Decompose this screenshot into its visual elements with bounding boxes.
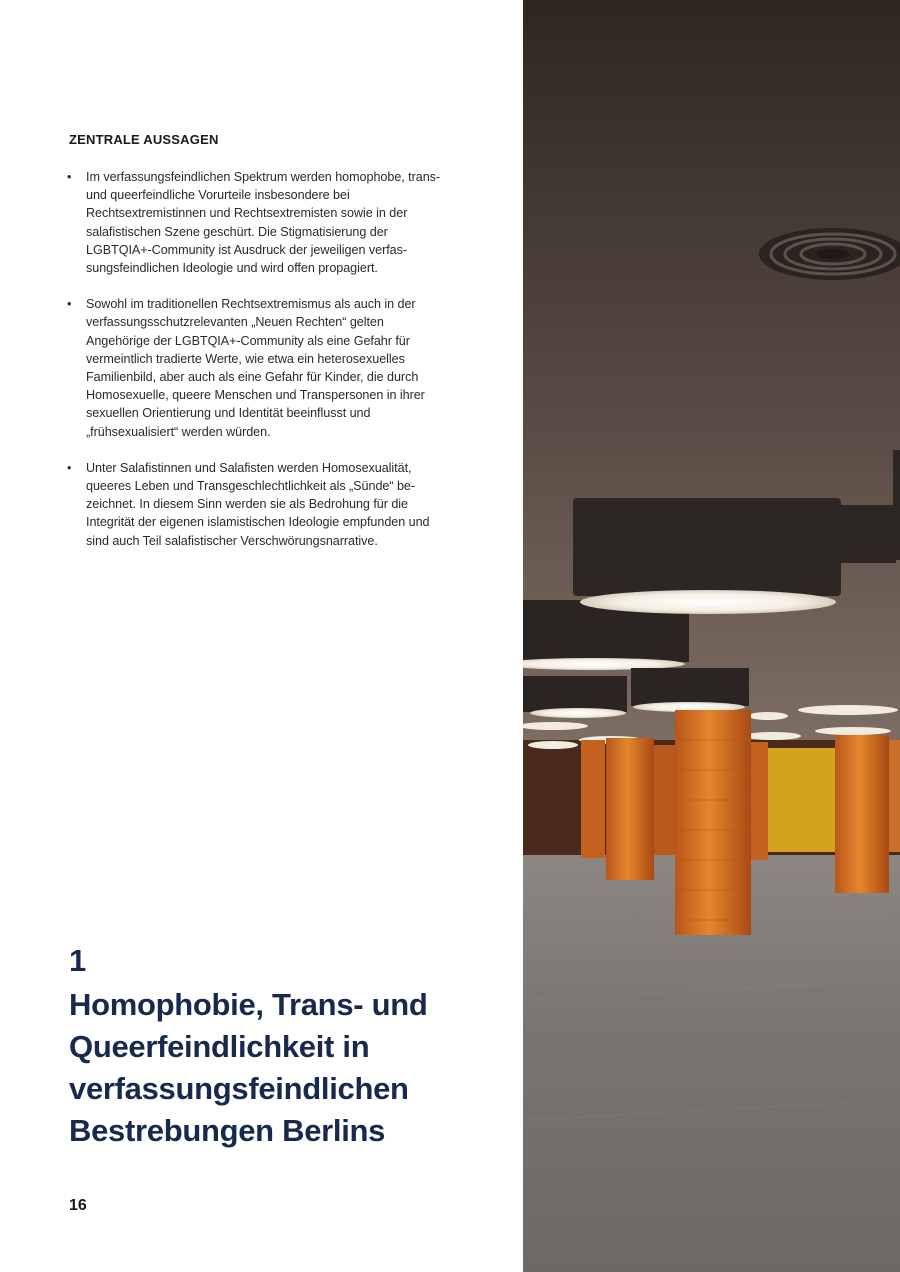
key-points-list	[67, 168, 447, 568]
key-point-text: Unter Salafistinnen und Salafisten werden Homosexualität, queeres Leben und Transgeschlechtlichkeit als „Sünde“ bezeichnet. In diesem Sinn werden sie als Bedrohung für die Integrität der eigenen islamistischen Ideologie empfunden und sind auch Teil salafistischer Verschwörungsnarrative.	[86, 460, 430, 548]
chapter-title: Homophobie, Trans- und Queerfeindlichkeit in verfassungsfeindlichen Bestrebungen Berlins	[69, 987, 428, 1148]
yellow-wall	[768, 748, 838, 852]
page-number: 16	[69, 1197, 87, 1214]
key-point-item	[67, 295, 447, 441]
bullet-icon: •	[67, 297, 72, 312]
underground-hall-photo	[523, 0, 900, 1272]
key-point-item	[67, 168, 447, 277]
key-point-item	[67, 459, 447, 550]
photo-illustration	[523, 0, 900, 1272]
key-point-text: Im verfassungsfeindlichen Spektrum werden homophobe, trans- und queerfeindliche Vorurteile insbesondere bei Rechtsextremistinnen und Rechtsextremisten sowie in der salafistischen Szene geschürt. Die Stigmatisierung der LGBTQIA+-Community ist Ausdruck der jeweiligen verfassungsfeindlichen Ideologie und wird offen propagiert.	[86, 170, 441, 276]
chapter-number: 1	[69, 943, 87, 978]
bullet-icon: •	[67, 460, 72, 475]
key-point-text: Sowohl im traditionellen Rechtsextremismus als auch in der verfassungsschutzrelevanten „Neuen Rechten“ gelten Angehörige der LGBTQIA+-Community als eine Gefahr für vermeintlich tradierte Werte, wie etwa ein heterosexuelles Familienbild, aber auch als eine Gefahr für Kinder, die durch Homosexuelle, queere Menschen und Transpersonen in ihrer sexuellen Orientierung und Identität beeinflusst und „frühsexualisiert“ werden würden.	[86, 297, 425, 439]
bullet-icon: •	[67, 170, 72, 184]
section-label: ZENTRALE AUSSAGEN	[69, 132, 219, 147]
